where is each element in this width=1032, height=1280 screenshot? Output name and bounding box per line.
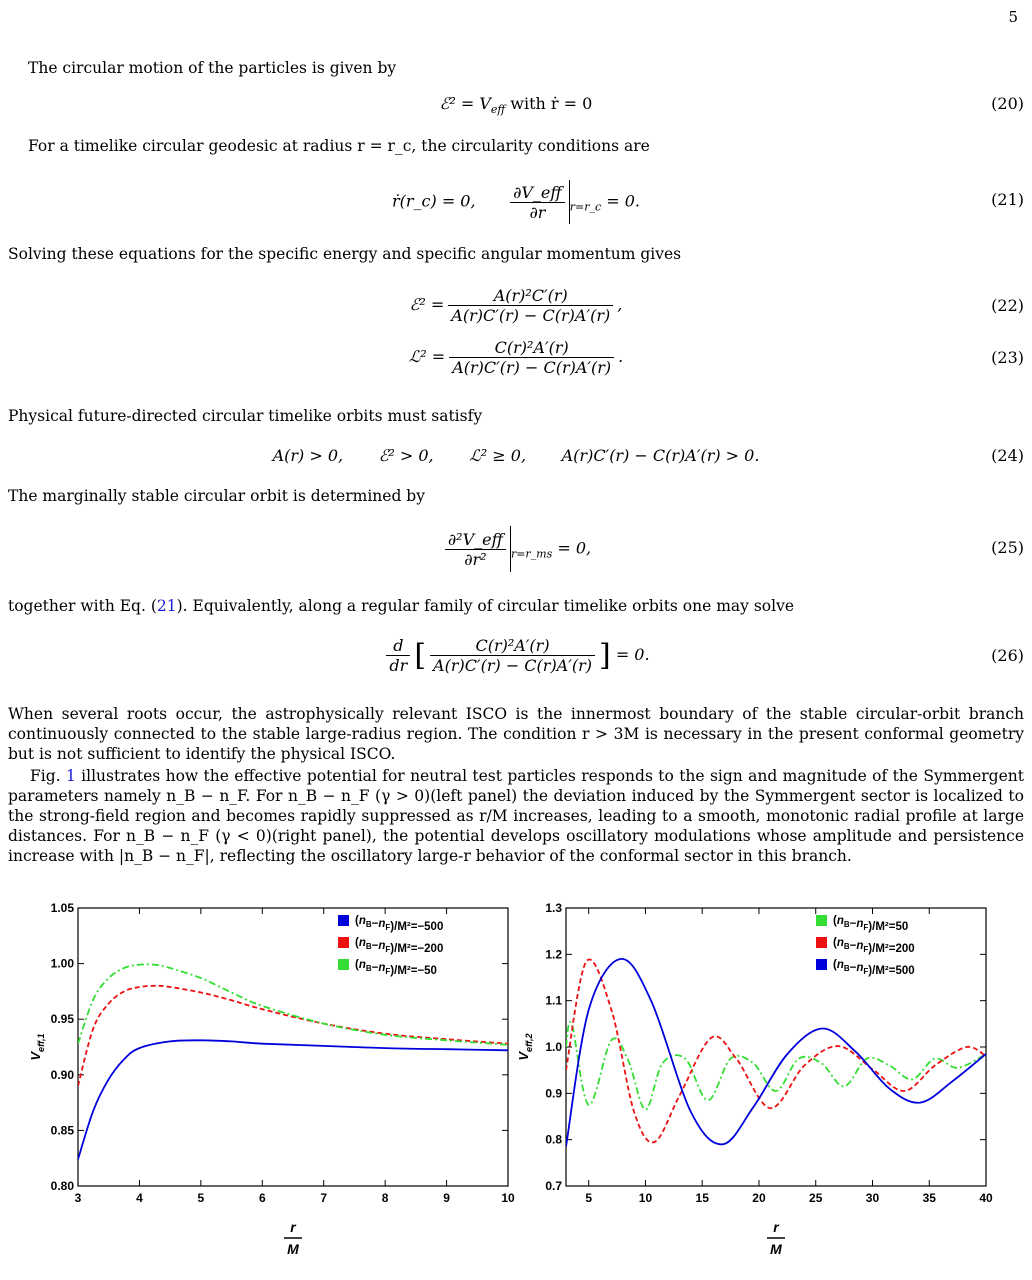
y-tick-label: 0.9: [545, 1086, 562, 1101]
legend-label: $(n_B-n_F)/M^2=-50$: [355, 959, 437, 977]
y-tick-label: 0.7: [545, 1179, 562, 1193]
figure-reference-link[interactable]: 1: [65, 767, 76, 785]
paragraph: Fig. 1 illustrates how the effective potential for neutral test particles responds to the sign and magnitude of the Symmergent parameters namely n_B − n_F. For n_B − n_F (γ > 0)(left panel) the deviation induced by the Symmergent sector is localized to the strong-field region and becomes rapidly suppressed as r/M increases, leading to a smooth, monotonic radial profile at large distances. For n_B − n_F (γ < 0)(right panel), the potential develops oscillatory modulations whose amplitude and persistence increase with |n_B − n_F|, reflecting the oscillatory large-r behavior of the conformal sector in this branch.: [8, 767, 1024, 865]
paragraph: The circular motion of the particles is given by: [28, 59, 397, 77]
y-tick-label: 1.3: [545, 901, 562, 915]
x-tick-label: 9: [443, 1191, 450, 1205]
y-tick-label: 0.8: [545, 1132, 562, 1147]
legend-swatch: [816, 937, 827, 948]
x-axis-label-denominator: M: [287, 1241, 299, 1257]
series-line: [78, 964, 508, 1044]
x-tick-label: 25: [809, 1191, 823, 1205]
effective-potential-chart-right: [516, 900, 1006, 1260]
y-tick-label: 1.00: [50, 956, 74, 971]
x-tick-label: 7: [320, 1191, 328, 1205]
paragraph: together with Eq. (21). Equivalently, along a regular family of circular timelike orbits one may solve: [8, 597, 795, 615]
x-tick-label: 15: [695, 1191, 709, 1205]
legend-label: $(n_B-n_F)/M^2=200$: [833, 937, 915, 955]
legend-swatch: [816, 959, 827, 970]
paragraph: For a timelike circular geodesic at radius r = r_c, the circularity conditions are: [28, 137, 650, 155]
equation-number: (20): [991, 94, 1024, 113]
equation-number: (23): [991, 348, 1024, 367]
equation-number: (24): [991, 446, 1024, 465]
equation-25: $\frac{\text{∂²V\_eff}}{\text{∂r²}}$ $_{r=r\_ms}$ = 0, (25): [0, 520, 1032, 580]
x-tick-label: 10: [638, 1191, 653, 1205]
paragraph: When several roots occur, the astrophysically relevant ISCO is the innermost boundary of the stable circular-orbit branch continuously connected to the stable large-radius region. The condition r > 3M is necessary in the present conformal geometry but is not sufficient to identify the physical ISCO.: [8, 705, 1024, 763]
paragraph: Physical future-directed circular timelike orbits must satisfy: [8, 407, 483, 425]
equation-24: A(r) > 0, ℰ² > 0, ℒ² ≥ 0, A(r)C′(r) − C(r)A′(r) > 0. (24): [272, 446, 1024, 465]
series-line: [566, 1022, 986, 1110]
x-tick-label: 4: [136, 1191, 143, 1205]
x-tick-label: 35: [922, 1191, 936, 1205]
equation-21: ṙ(r_c) = 0, $\frac{\text{∂V\_eff}}{\partial r}$ $_{r=r\_c}$ = 0. (21): [0, 172, 1032, 232]
series-line: [566, 959, 986, 1142]
equation-number: (25): [991, 538, 1024, 557]
y-tick-label: 0.80: [50, 1179, 74, 1193]
legend-swatch: [338, 915, 349, 926]
x-tick-label: 20: [752, 1191, 766, 1205]
equation-22: ℰ² = $\frac{\text{A(r)²C′(r)}}{A(r)C'(r) - C(r)A'(r)}$ , (22): [409, 286, 1024, 325]
paragraph: The marginally stable circular orbit is determined by: [8, 487, 425, 505]
paragraph: Solving these equations for the specific energy and specific angular momentum gives: [8, 245, 682, 263]
y-tick-label: 0.90: [50, 1067, 74, 1082]
legend-swatch: [816, 915, 827, 926]
equation-reference-link[interactable]: 21: [156, 597, 177, 615]
equation-20: ℰ² = $V_{eff}$ with ṙ = 0 (20): [439, 94, 1024, 117]
y-tick-label: 1.0: [545, 1040, 562, 1054]
x-tick-label: 5: [197, 1191, 205, 1205]
equation-number: (22): [991, 296, 1024, 315]
y-axis-label: $V_{eff,1}$: [28, 1033, 46, 1061]
page-number: 5: [1008, 8, 1018, 26]
equation-number: (21): [991, 190, 1024, 209]
x-tick-label: 10: [501, 1191, 515, 1205]
legend-label: $(n_B-n_F)/M^2=500$: [833, 959, 915, 977]
equation-23: ℒ² = $\frac{\text{C(r)²A′(r)}}{A(r)C'(r) - C(r)A'(r)}$ . (23): [408, 338, 1024, 377]
series-line: [78, 986, 508, 1086]
x-axis-label-denominator: M: [770, 1241, 782, 1257]
legend-label: $(n_B-n_F)/M^2=-500$: [355, 915, 444, 933]
x-tick-label: 3: [74, 1191, 82, 1205]
x-tick-label: 30: [865, 1191, 880, 1205]
x-axis-label-numerator: r: [773, 1219, 779, 1235]
effective-potential-chart-left: [20, 900, 520, 1260]
y-tick-label: 1.1: [545, 993, 562, 1008]
equation-26: $\frac{d}{dr}$ [ $\frac{\text{C(r)²A′(r)}}{A(r)C'(r) - C(r)A'(r)}$ ] = 0. (26): [0, 630, 1032, 680]
x-tick-label: 6: [258, 1191, 266, 1205]
legend-swatch: [338, 959, 349, 970]
y-axis-label: $V_{eff,2}$: [516, 1033, 534, 1061]
legend-label: $(n_B-n_F)/M^2=50$: [833, 915, 909, 933]
x-tick-label: 5: [585, 1191, 593, 1205]
legend-label: $(n_B-n_F)/M^2=-200$: [355, 937, 444, 955]
y-tick-label: 0.85: [50, 1123, 74, 1138]
x-axis-label-numerator: r: [290, 1219, 296, 1235]
x-tick-label: 8: [381, 1191, 389, 1205]
series-line: [78, 1040, 508, 1159]
x-tick-label: 40: [979, 1191, 993, 1205]
y-tick-label: 1.05: [50, 901, 74, 915]
legend-swatch: [338, 937, 349, 948]
y-tick-label: 0.95: [50, 1012, 74, 1027]
equation-number: (26): [991, 646, 1024, 665]
y-tick-label: 1.2: [545, 947, 562, 962]
plot-frame: [566, 908, 986, 1186]
series-line: [566, 959, 986, 1147]
